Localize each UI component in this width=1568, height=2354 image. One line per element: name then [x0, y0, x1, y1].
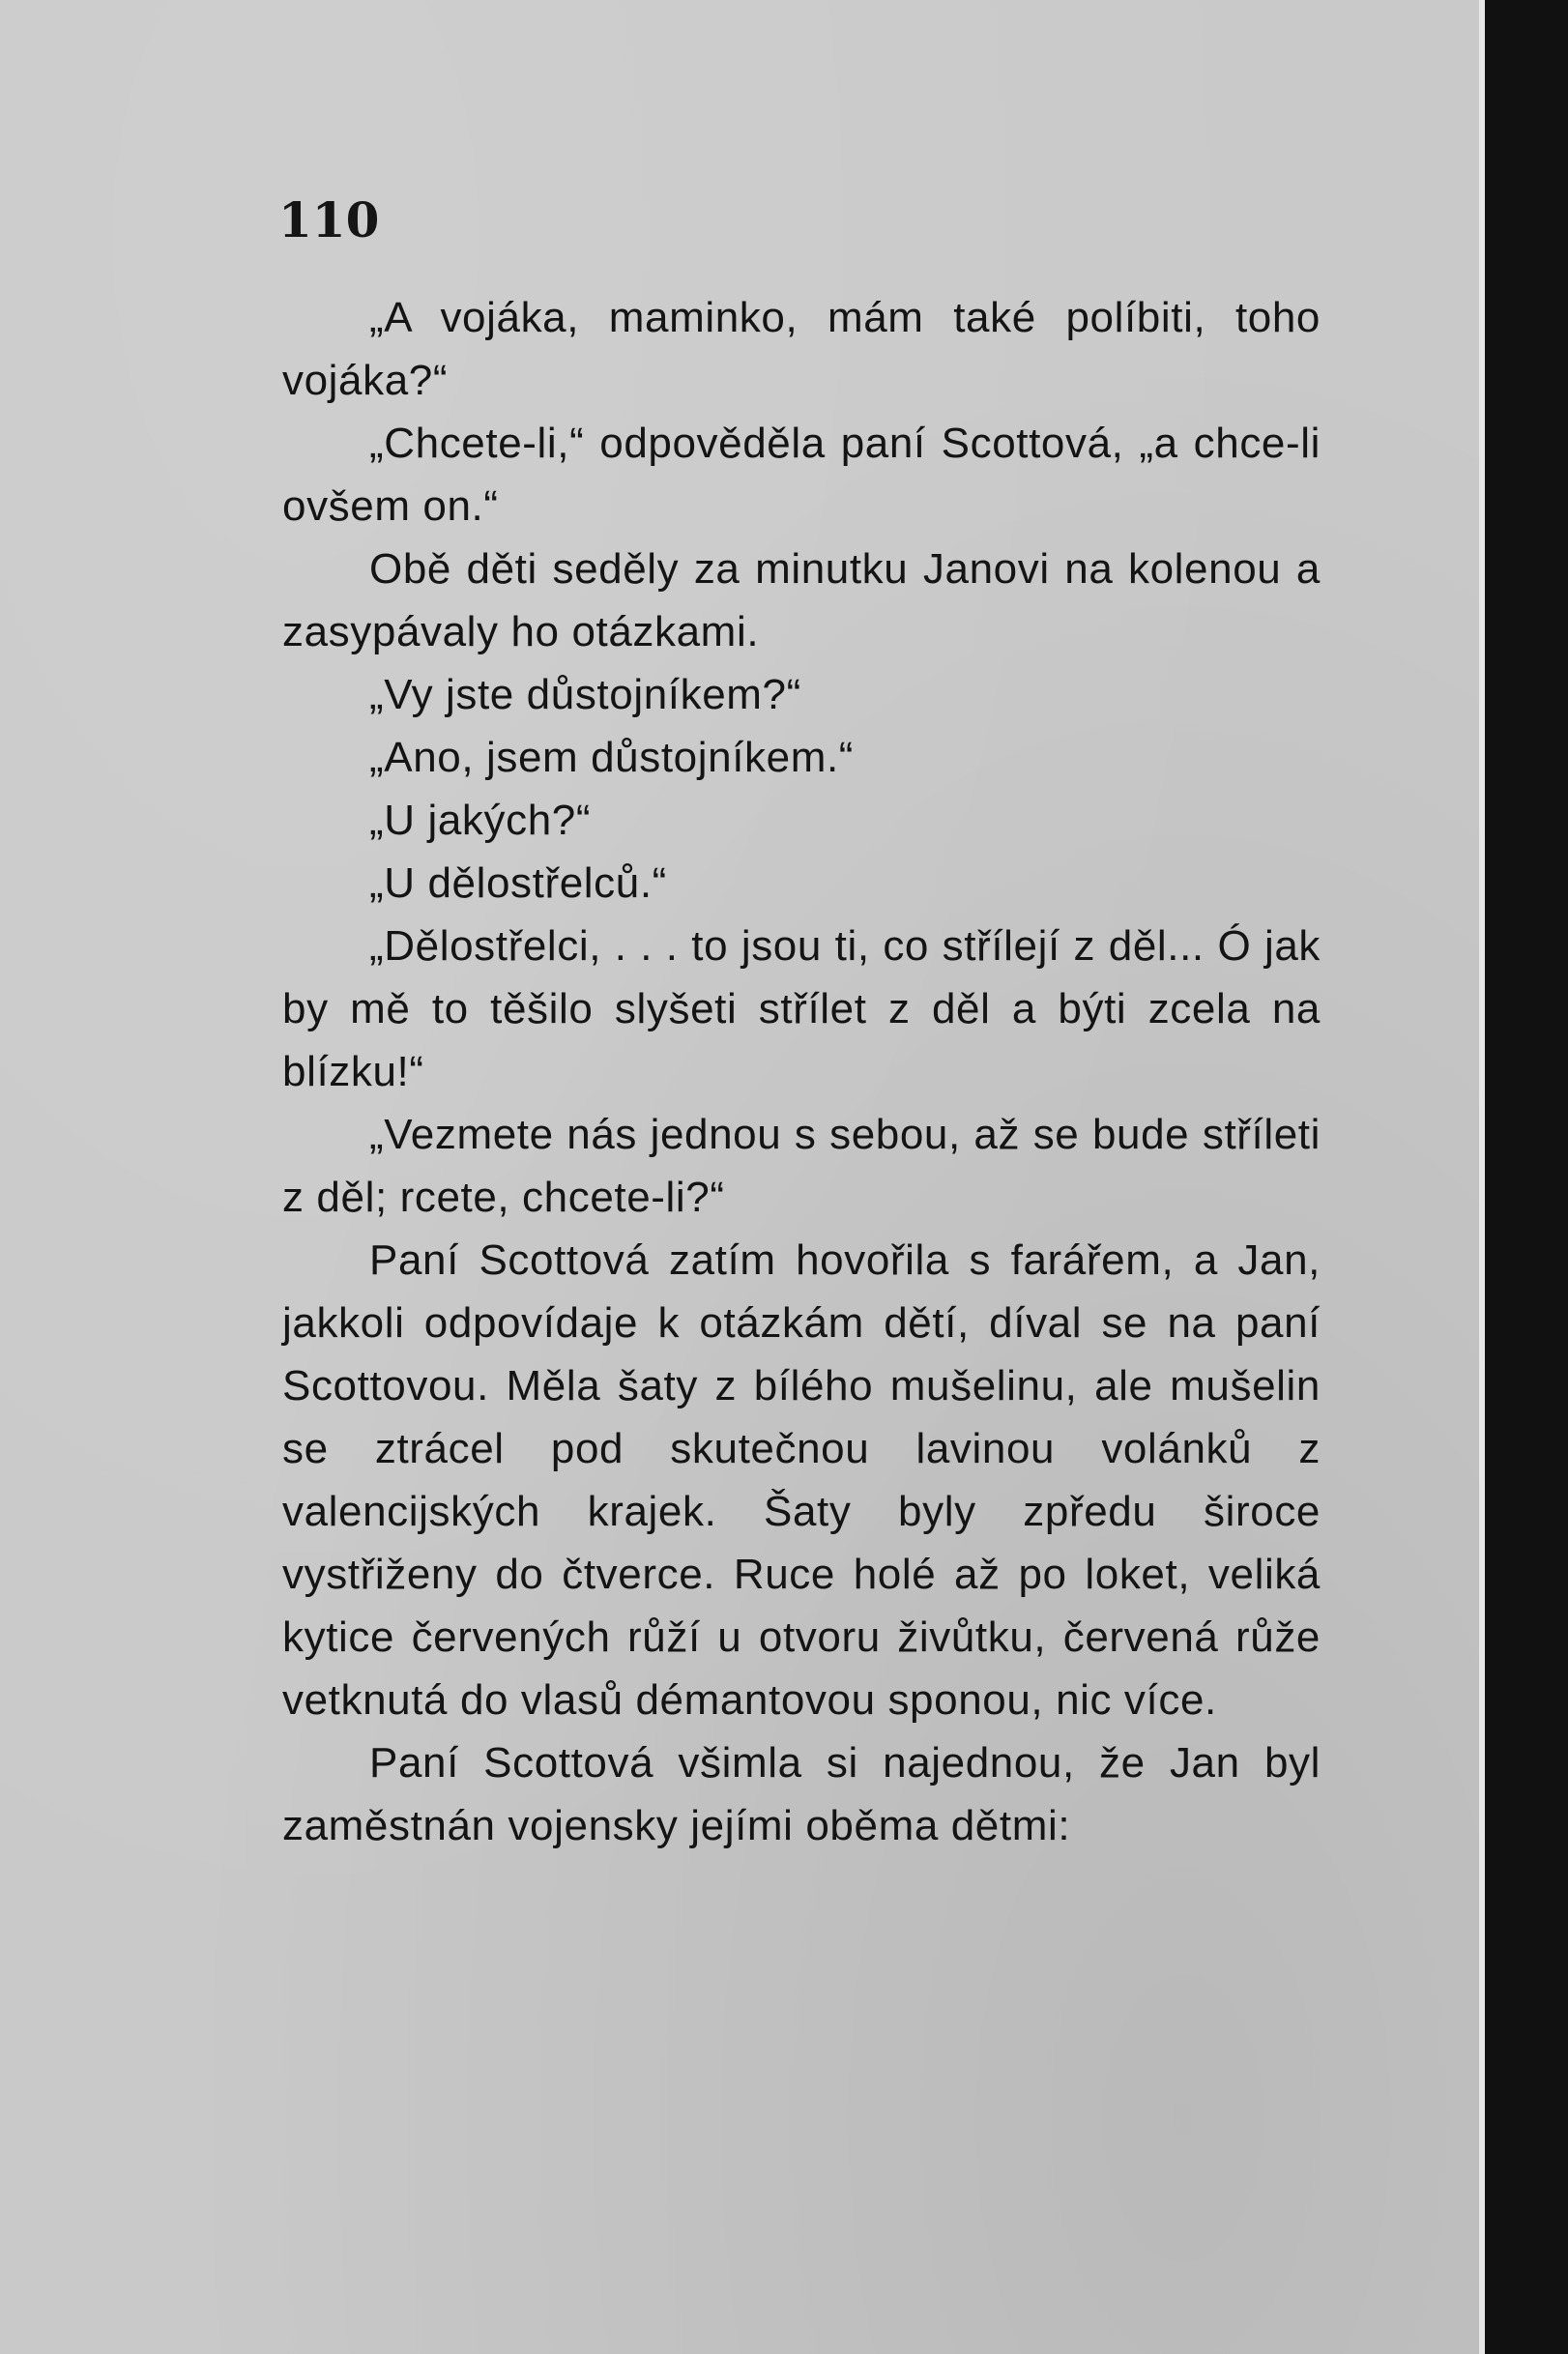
body-text — [282, 286, 1321, 1857]
paragraph: Paní Scottová zatím hovořila s farářem, a Jan, jakkoli odpovídaje k otázkám dětí, díval se na paní Scottovou. Měla šaty z bílého mušelinu, ale mušelin se ztrácel pod skutečnou lavinou volánků z valencijských krajek. Šaty byly zpředu široce vystřiženy do čtverce. Ruce holé až po loket, veliká kytice červených růží u otvoru živůtku, červená růže vetknutá do vlasů démantovou sponou, nic více. — [282, 1236, 1321, 1724]
paragraph: „Vezmete nás jednou s sebou, až se bude stříleti z děl; rcete, chcete-li?“ — [282, 1111, 1321, 1221]
dialog-line: „U dělostřelců.“ — [369, 859, 667, 907]
dialog-line: „Ano, jsem důstojníkem.“ — [369, 734, 855, 781]
dialog-line: „Vy jste důstojníkem?“ — [369, 671, 801, 718]
page-edge-strip — [1479, 0, 1568, 2354]
paragraph: Obě děti seděly za minutku Janovi na kolenou a zasypávaly ho otázkami. — [282, 545, 1321, 655]
page-number: 110 — [278, 191, 380, 248]
dialog-line: „U jakých?“ — [369, 797, 592, 844]
paragraph: Paní Scottová všimla si najednou, že Jan byl zaměstnán vojensky jejími oběma dětmi: — [282, 1739, 1321, 1849]
paragraph: „Chcete-li,“ odpověděla paní Scottová, „a chce-li ovšem on.“ — [282, 420, 1321, 530]
paragraph: „Dělostřelci, . . . to jsou ti, co střílejí z děl... Ó jak by mě to těšilo slyšeti střílet z děl a býti zcela na blízku!“ — [282, 922, 1321, 1095]
paragraph: „A vojáka, maminko, mám také políbiti, toho vojáka?“ — [282, 294, 1321, 404]
